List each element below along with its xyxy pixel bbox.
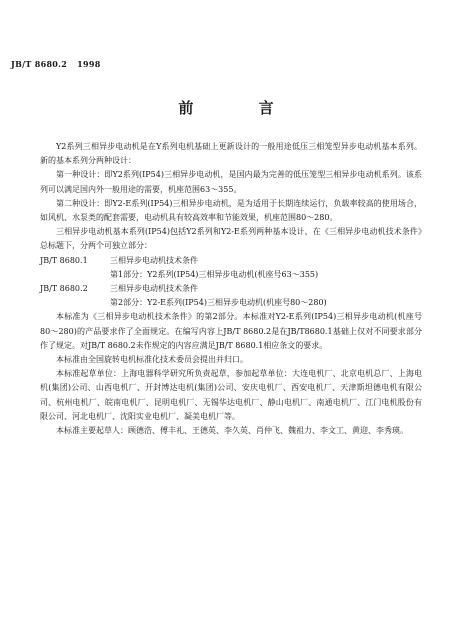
proposer-paragraph: 本标准由全国旋转电机标准化技术委员会提出并归口。 <box>56 355 248 365</box>
second-design-paragraph: 第二种设计：即Y2-E系列(IP54)三相异步电动机，是为适用于长期连续运行，负载率较高的使用场合，如风机、水泵类的配套需要，电动机具有较高效率和节能效果，机座范围80～280。 <box>40 198 422 223</box>
document-header <box>11 59 101 69</box>
scope-paragraph: 本标准为《三相异步电动机技术条件》的第2部分。本标准对Y2-E系列(IP54)三相异步电动机(机座号80～280)的产品要求作了全面规定。在编写内容上JB/T 8680.2是在JB/T8680.1基础上仅对不同要求部分作了规定。对JB/T 8680.2未作规定的内容应满足JB/T 8680.1相应条文的要求。 <box>40 312 422 350</box>
standard-entry-title: 三相异步电动机技术条件 <box>110 284 198 294</box>
standard-number: JB/T 8680.2 <box>11 59 68 69</box>
standard-entry-number: JB/T 8680.2 <box>40 284 88 294</box>
parts-paragraph: 三相异步电动机基本系列(IP54)包括Y2系列和Y2-E系列两种基本设计，在《三相异步电动机技术条件》总标题下，分两个可独立部分： <box>40 227 422 251</box>
drafters-paragraph: 本标准主要起草人：顾德浩、傅丰礼、王德英、李久英、肖仲飞、魏祖力、李文工、黄迎、李秀瑛。 <box>56 426 408 436</box>
document-body <box>40 140 422 438</box>
standard-year: 1998 <box>77 59 101 69</box>
drafting-units-paragraph: 本标准起草单位：上海电器科学研究所负责起草，参加起草单位：大连电机厂、北京电机总厂、上海电机(集团)公司、山西电机厂、开封博达电机(集团)公司、安庆电机厂、西安电机厂、天津斯坦德电机有限公司、杭州电机厂、皖南电机厂、昆明电机厂、无锡华达电机厂、静山电机厂、南通电机厂、江门电机股份有限公司、河北电机厂、沈阳实业电机厂、凝美电机厂等。 <box>40 369 422 421</box>
standard-entry-1 <box>40 254 422 268</box>
standard-entry-title: 三相异步电动机技术条件 <box>110 255 198 265</box>
standard-entry-part: 第2部分：Y2-E系列(IP54)三相异步电动机(机座号80～280) <box>110 298 327 308</box>
standard-entry-part: 第1部分：Y2系列(IP54)三相异步电动机(机座号63～355) <box>110 269 319 279</box>
page-title: 前 言 <box>178 99 304 117</box>
standard-entry-2 <box>40 282 422 296</box>
intro-paragraph: Y2系列三相异步电动机是在Y系列电机基础上更新设计的一般用途低压三相笼型异步电动机基本系列。新的基本系列分两种设计： <box>40 142 422 166</box>
first-design-paragraph: 第一种设计：即Y2系列(IP54)三相异步电动机，是国内最为完善的低压笼型三相异步电动机系列。该系列可以满足国内外一般用途的需要，机座范围63～355。 <box>40 170 422 194</box>
standard-entry-number: JB/T 8680.1 <box>40 255 88 265</box>
